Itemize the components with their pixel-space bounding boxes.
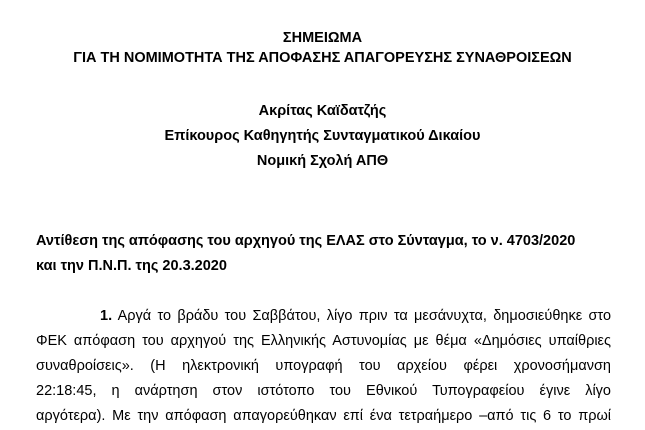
paragraph-1-line-4: 22:18:45, η ανάρτηση στον ιστότοπο του Εθνικού Τυπογραφείου έγινε λίγο <box>36 383 611 399</box>
paragraph-1-line-2: ΦΕΚ απόφαση του αρχηγού της Ελληνικής Αστυνομίας με θέμα «Δημόσιες υπαίθριες <box>36 333 611 349</box>
document-title: ΣΗΜΕΙΩΜΑ <box>282 30 363 46</box>
paragraph-1-line-1 <box>100 307 611 325</box>
paragraph-1-text-1: Αργά το βράδυ του Σαββάτου, λίγο πριν τα μεσάνυχτα, δημοσιεύθηκε στο <box>117 308 611 324</box>
paragraph-number: 1. <box>100 308 113 324</box>
paragraph-1-line-5: αργότερα). Με την απόφαση απαγορεύθηκαν επί ένα τετραήμερο –από τις 6 το πρωί <box>36 408 611 424</box>
document-subtitle: ΓΙΑ ΤΗ ΝΟΜΙΜΟΤΗΤΑ ΤΗΣ ΑΠΟΦΑΣΗΣ ΑΠΑΓΟΡΕΥΣΗΣ ΣΥΝΑΘΡΟΙΣΕΩΝ <box>73 50 572 66</box>
author-position: Επίκουρος Καθηγητής Συνταγματικού Δικαίου <box>164 128 481 144</box>
paragraph-1-line-3: συναθροίσεις». (Η ηλεκτρονική υπογραφή του αρχείου φέρει χρονοσήμανση <box>36 358 611 374</box>
author-name: Ακρίτας Καϊδατζής <box>258 103 387 119</box>
author-affiliation: Νομική Σχολή ΑΠΘ <box>256 153 389 169</box>
section-heading-line-2: και την Π.Ν.Π. της 20.3.2020 <box>36 258 227 274</box>
section-heading-line-1: Αντίθεση της απόφασης του αρχηγού της ΕΛΑΣ στο Σύνταγμα, το ν. 4703/2020 <box>36 233 576 249</box>
